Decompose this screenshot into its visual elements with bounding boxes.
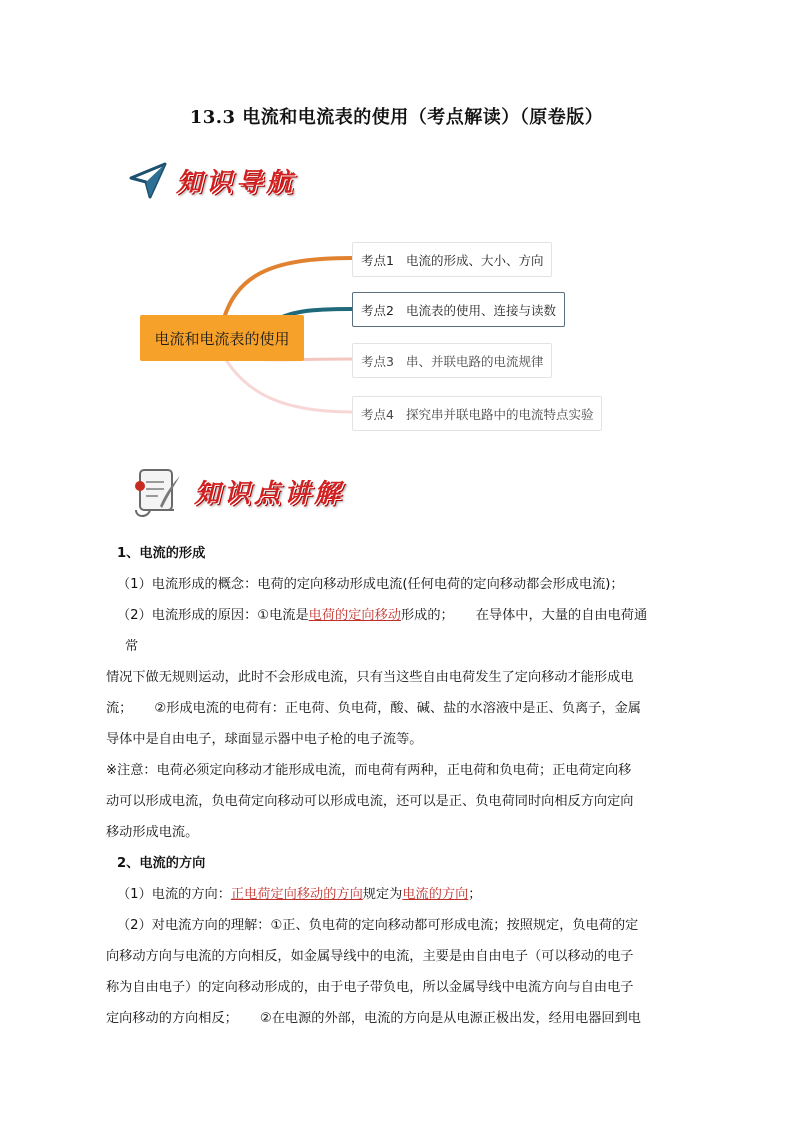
node-key: 考点1 xyxy=(361,252,394,268)
mind-map-node-3 xyxy=(352,343,552,378)
nav-banner xyxy=(128,160,296,200)
mind-map-node-1 xyxy=(352,242,552,277)
paragraph: 导体中是自由电子，球面显示器中电子枪的电子流等。 xyxy=(106,732,423,747)
paragraph xyxy=(106,693,675,724)
mind-map-node-4 xyxy=(352,396,602,431)
node-text: 电流的形成、大小、方向 xyxy=(405,252,544,268)
note-line: ※注意：电荷必须定向移动才能形成电流，而电荷有两种，正电荷和负电荷；正电荷定向移 xyxy=(106,763,632,778)
mind-map-node-2 xyxy=(352,292,565,327)
text-run: 在导体中，大量的自由电荷通 xyxy=(475,608,648,623)
paragraph: 情况下做无规则运动，此时不会形成电流，只有当这些自由电荷发生了定向移动才能形成电 xyxy=(106,670,634,685)
text-run: 形成的； xyxy=(400,608,454,623)
nav-banner-text: 知识导航 xyxy=(176,167,297,198)
paragraph: 常 xyxy=(125,639,139,654)
page-title: 13.3 电流和电流表的使用（考点解读）（原卷版） xyxy=(189,107,604,128)
explain-banner xyxy=(130,462,344,520)
text-run: 定向移动的方向相反； xyxy=(106,1011,238,1026)
section-heading: 1、电流的形成 xyxy=(117,546,206,561)
mind-map xyxy=(0,225,793,440)
note-line: 动可以形成电流，负电荷定向移动可以形成电流，还可以是正、负电荷同时向相反方向定向 xyxy=(106,794,634,809)
scroll-quill-icon xyxy=(130,462,182,520)
paragraph: （2）对电流方向的理解：①正、负电荷的定向移动都可形成电流；按照规定，负电荷的定 xyxy=(117,918,639,933)
text-run: （2）电流形成的原因：①电流是 xyxy=(117,608,309,623)
underlined-key-term: 电荷的定向移动 xyxy=(308,608,401,623)
paragraph: 称为自由电子）的定向移动形成的，由于电子带负电，所以金属导线中电流方向与自由电子 xyxy=(106,980,634,995)
text-run: ②形成电流的电荷有：正电荷、负电荷，酸、碱、盐的水溶液中是正、负离子，金属 xyxy=(154,701,641,716)
text-run: 流； xyxy=(106,701,133,716)
article-body xyxy=(106,538,675,1034)
node-key: 考点3 xyxy=(361,353,394,369)
text-run: （1）电流的方向： xyxy=(117,887,231,902)
text-run: ②在电源的外部，电流的方向是从电源正极出发，经用电器回到电 xyxy=(259,1011,641,1026)
paragraph xyxy=(106,1003,675,1034)
paper-plane-icon xyxy=(128,160,168,200)
branch-line-4 xyxy=(222,353,352,412)
section-heading: 2、电流的方向 xyxy=(117,856,206,871)
node-text: 串、并联电路的电流规律 xyxy=(405,353,544,369)
text-run: ； xyxy=(468,887,482,902)
explain-banner-text: 知识点讲解 xyxy=(194,478,345,509)
paragraph xyxy=(117,600,675,631)
underlined-key-term: 电流的方向 xyxy=(402,887,469,902)
paragraph xyxy=(117,879,675,910)
paragraph: （1）电流形成的概念：电荷的定向移动形成电流(任何电荷的定向移动都会形成电流)； xyxy=(117,577,624,592)
underlined-key-term: 正电荷定向移动的方向 xyxy=(230,887,363,902)
paragraph: 向移动方向与电流的方向相反，如金属导线中的电流，主要是由自由电子（可以移动的电子 xyxy=(106,949,634,964)
node-key: 考点2 xyxy=(361,302,394,318)
node-text: 探究串并联电路中的电流特点实验 xyxy=(405,406,594,422)
node-key: 考点4 xyxy=(361,406,394,422)
text-run: 规定为 xyxy=(362,887,403,902)
note-line: 移动形成电流。 xyxy=(106,825,199,840)
node-text: 电流表的使用、连接与读数 xyxy=(405,302,556,318)
mind-map-root: 电流和电流表的使用 xyxy=(140,315,304,361)
